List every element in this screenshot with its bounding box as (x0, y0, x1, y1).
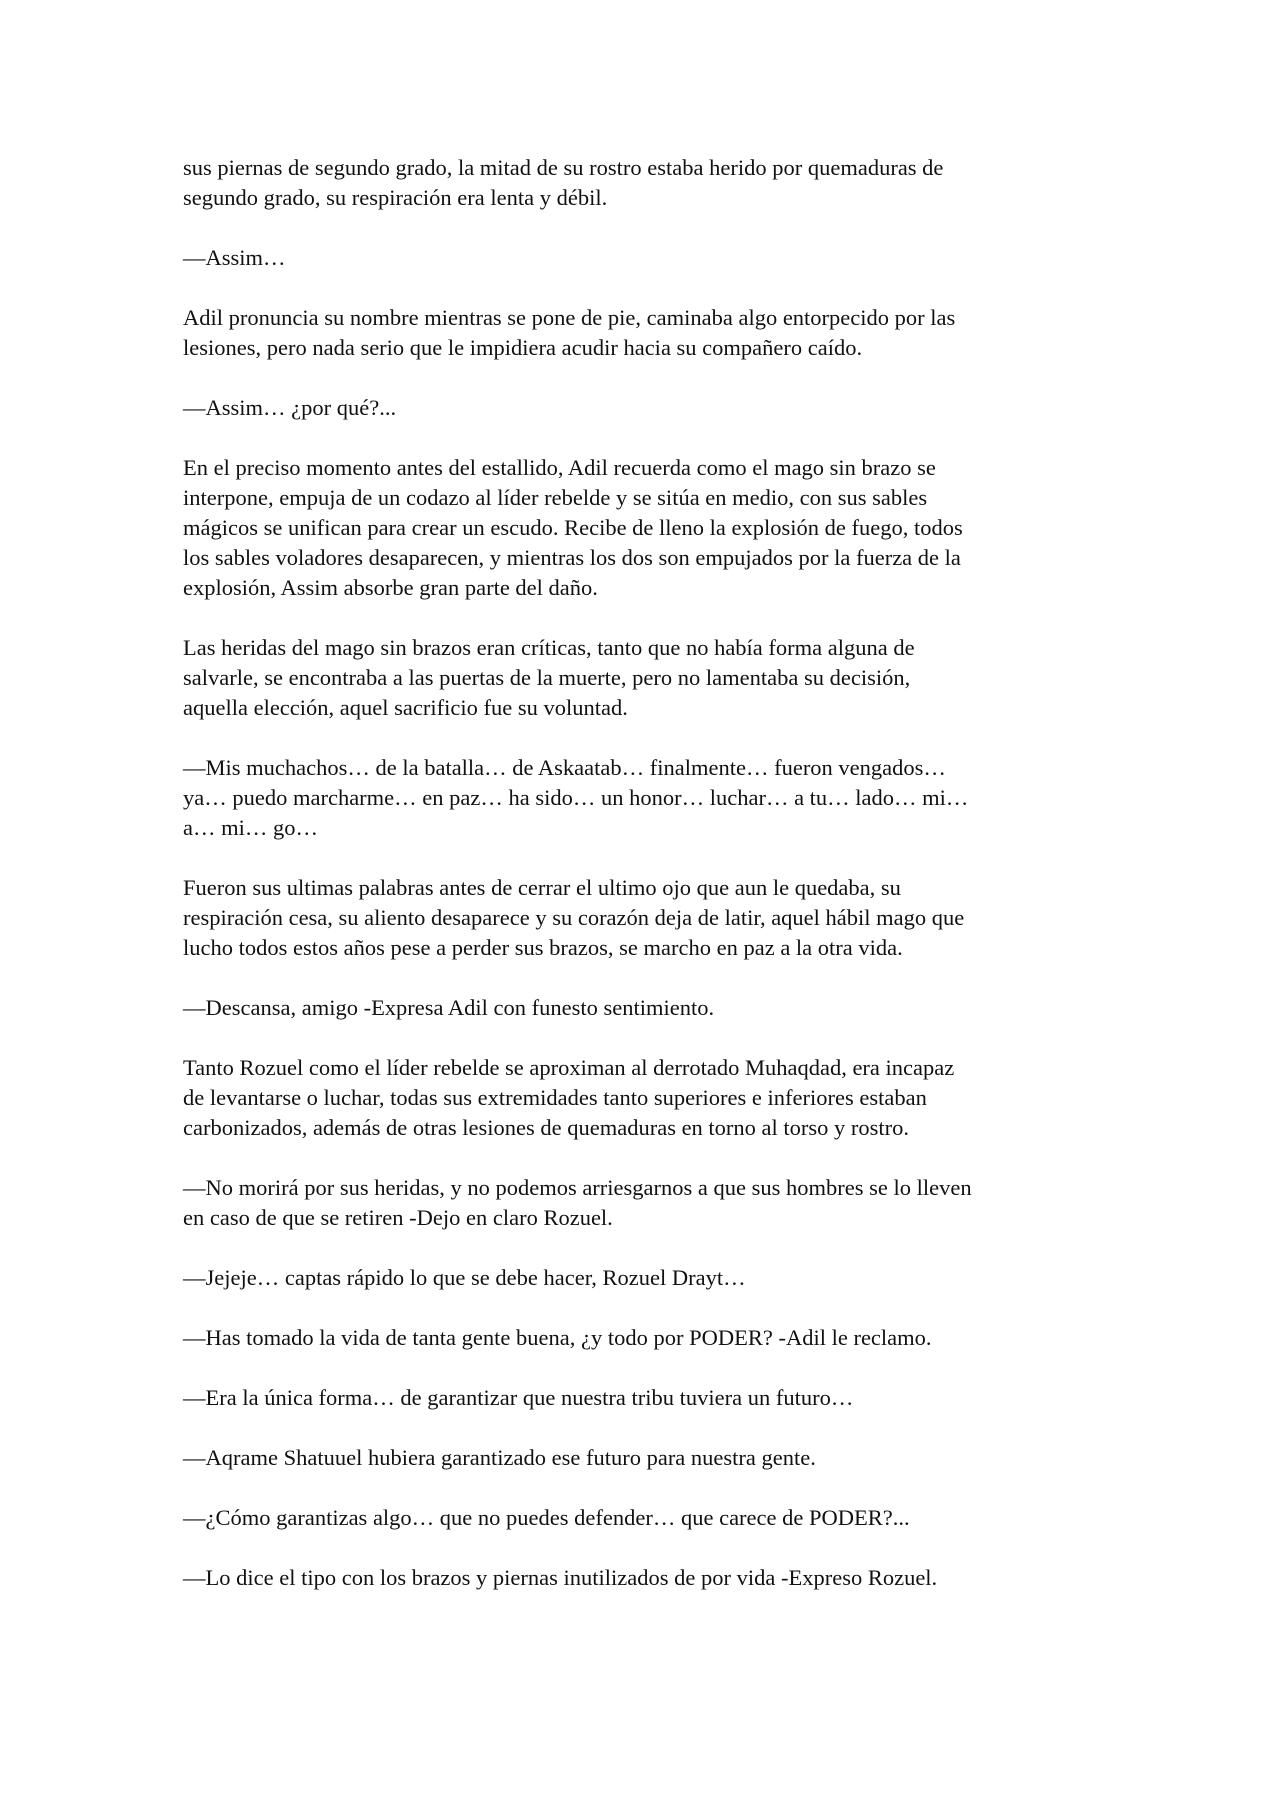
paragraph-11 (183, 1173, 1095, 1233)
text-line: —Aqrame Shatuuel hubiera garantizado ese futuro para nuestra gente. (183, 1445, 816, 1470)
paragraph-16 (183, 1503, 1095, 1533)
paragraph-5 (183, 453, 1095, 603)
text-line: Fueron sus ultimas palabras antes de cerrar el ultimo ojo que aun le quedaba, su (183, 875, 901, 900)
text-line: —¿Cómo garantizas algo… que no puedes defender… que carece de PODER?... (183, 1505, 910, 1530)
text-line: lesiones, pero nada serio que le impidiera acudir hacia su compañero caído. (183, 335, 863, 360)
paragraph-15 (183, 1443, 1095, 1473)
paragraph-9 (183, 993, 1095, 1023)
text-line: —Has tomado la vida de tanta gente buena, ¿y todo por PODER? -Adil le reclamo. (183, 1325, 932, 1350)
text-line: —Lo dice el tipo con los brazos y piernas inutilizados de por vida -Expreso Rozuel. (183, 1565, 938, 1590)
paragraph-1 (183, 153, 1095, 213)
text-line: respiración cesa, su aliento desaparece y su corazón deja de latir, aquel hábil mago que (183, 905, 965, 930)
text-line: salvarle, se encontraba a las puertas de la muerte, pero no lamentaba su decisión, (183, 665, 911, 690)
paragraph-6 (183, 633, 1095, 723)
paragraph-12 (183, 1263, 1095, 1293)
paragraph-3 (183, 303, 1095, 363)
text-line: —Mis muchachos… de la batalla… de Askaatab… finalmente… fueron vengados… (183, 755, 946, 780)
text-line: —Era la única forma… de garantizar que nuestra tribu tuviera un futuro… (183, 1385, 854, 1410)
text-line: Las heridas del mago sin brazos eran críticas, tanto que no había forma alguna de (183, 635, 915, 660)
text-line: Adil pronuncia su nombre mientras se pone de pie, caminaba algo entorpecido por las (183, 305, 956, 330)
text-line: segundo grado, su respiración era lenta y débil. (183, 185, 608, 210)
text-line: —Assim… (183, 245, 286, 270)
paragraph-17 (183, 1563, 1095, 1593)
paragraph-10 (183, 1053, 1095, 1143)
text-line: Tanto Rozuel como el líder rebelde se aproximan al derrotado Muhaqdad, era incapaz (183, 1055, 955, 1080)
text-line: En el preciso momento antes del estallido, Adil recuerda como el mago sin brazo se (183, 455, 936, 480)
text-line: explosión, Assim absorbe gran parte del daño. (183, 575, 598, 600)
paragraph-4 (183, 393, 1095, 423)
text-line: a… mi… go… (183, 815, 318, 840)
text-line: —Assim… ¿por qué?... (183, 395, 397, 420)
paragraph-7 (183, 753, 1095, 843)
text-line: lucho todos estos años pese a perder sus brazos, se marcho en paz a la otra vida. (183, 935, 903, 960)
text-line: aquella elección, aquel sacrificio fue su voluntad. (183, 695, 628, 720)
text-line: mágicos se unifican para crear un escudo. Recibe de lleno la explosión de fuego, todos (183, 515, 963, 540)
document-body (183, 153, 1095, 1623)
text-line: en caso de que se retiren -Dejo en claro Rozuel. (183, 1205, 613, 1230)
text-line: ya… puedo marcharme… en paz… ha sido… un honor… luchar… a tu… lado… mi… (183, 785, 969, 810)
text-line: de levantarse o luchar, todas sus extremidades tanto superiores e inferiores estaban (183, 1085, 927, 1110)
paragraph-14 (183, 1383, 1095, 1413)
text-line: —Jejeje… captas rápido lo que se debe hacer, Rozuel Drayt… (183, 1265, 746, 1290)
paragraph-2 (183, 243, 1095, 273)
paragraph-8 (183, 873, 1095, 963)
text-line: carbonizados, además de otras lesiones de quemaduras en torno al torso y rostro. (183, 1115, 910, 1140)
paragraph-13 (183, 1323, 1095, 1353)
text-line: —No morirá por sus heridas, y no podemos arriesgarnos a que sus hombres se lo lleven (183, 1175, 972, 1200)
text-line: interpone, empuja de un codazo al líder rebelde y se sitúa en medio, con sus sables (183, 485, 928, 510)
text-line: —Descansa, amigo -Expresa Adil con funesto sentimiento. (183, 995, 715, 1020)
text-line: sus piernas de segundo grado, la mitad de su rostro estaba herido por quemaduras de (183, 155, 944, 180)
text-line: los sables voladores desaparecen, y mientras los dos son empujados por la fuerza de la (183, 545, 961, 570)
